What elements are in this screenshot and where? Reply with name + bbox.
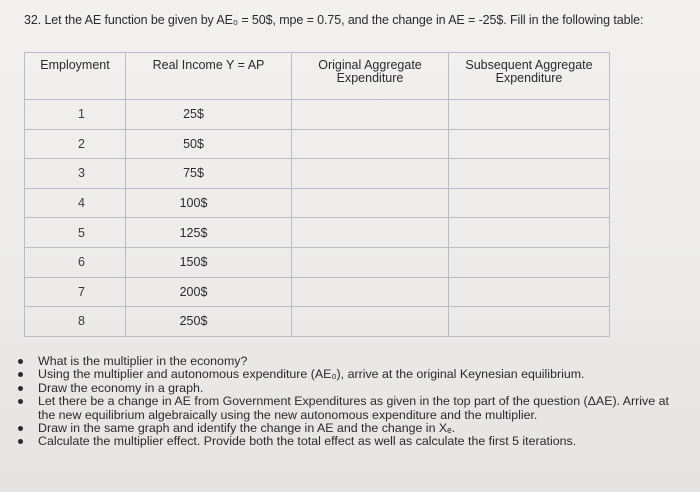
employment-cell-value: 3 xyxy=(78,166,85,181)
task-text: What is the multiplier in the economy? xyxy=(38,354,248,368)
subsequent-ae-cell xyxy=(449,307,610,337)
table-row xyxy=(25,247,610,277)
task-text: Draw the economy in a graph. xyxy=(38,380,204,395)
subsequent-ae-cell xyxy=(449,159,610,189)
real-income-cell xyxy=(126,247,292,277)
bullet-icon xyxy=(18,372,23,377)
subsequent-ae-cell xyxy=(449,277,610,307)
table-header-row xyxy=(25,53,610,100)
table-row xyxy=(25,100,610,130)
question-text: 32. Let the AE function be given by AE₀ = 50$, mpe = 0.75, and the change in AE = -25$. Fill in the following table: xyxy=(24,13,644,27)
original-ae-cell xyxy=(292,307,449,337)
subsequent-ae-cell xyxy=(449,247,610,277)
employment-cell-value: 6 xyxy=(78,255,85,270)
real-income-cell xyxy=(126,129,292,159)
task-item xyxy=(18,395,696,408)
subsequent-ae-cell xyxy=(449,218,610,248)
original-ae-cell xyxy=(292,277,449,307)
employment-cell xyxy=(25,277,126,307)
employment-cell xyxy=(25,188,126,218)
original-ae-cell xyxy=(292,100,449,130)
original-ae-cell xyxy=(292,218,449,248)
real-income-cell xyxy=(126,100,292,130)
original-ae-cell xyxy=(292,247,449,277)
table-row xyxy=(25,218,610,248)
real-income-cell-value: 250$ xyxy=(179,314,208,329)
header-employment: Employment xyxy=(25,53,126,100)
task-text: Let there be a change in AE from Government Expenditures as given in the top part of the question (ΔAE). Arrive at xyxy=(38,394,669,409)
table-row xyxy=(25,277,610,307)
employment-cell xyxy=(25,218,126,248)
employment-cell-value: 4 xyxy=(78,196,85,211)
original-ae-cell xyxy=(292,188,449,218)
real-income-cell-value: 50$ xyxy=(183,136,204,151)
header-subsequent-ae: Subsequent Aggregate Expenditure xyxy=(449,53,610,100)
real-income-cell-value: 25$ xyxy=(183,107,204,122)
real-income-cell xyxy=(126,159,292,189)
employment-cell xyxy=(25,307,126,337)
original-ae-cell xyxy=(292,159,449,189)
employment-cell-value: 1 xyxy=(78,107,85,122)
table-row xyxy=(25,188,610,218)
task-item xyxy=(18,435,696,448)
employment-cell-value: 5 xyxy=(78,225,85,240)
original-ae-cell xyxy=(292,129,449,159)
bullet-icon xyxy=(18,386,23,391)
employment-cell-value: 8 xyxy=(78,314,85,329)
real-income-cell-value: 75$ xyxy=(183,166,204,181)
real-income-cell xyxy=(126,188,292,218)
ae-table xyxy=(24,52,610,337)
task-text: the new equilibrium algebraically using the new autonomous expenditure and the multiplier. xyxy=(38,407,538,422)
table-row xyxy=(25,129,610,159)
task-item xyxy=(18,382,696,395)
task-text: Draw in the same graph and identify the change in AE and the change in Xₑ. xyxy=(38,421,456,436)
employment-cell-value: 7 xyxy=(78,284,85,299)
real-income-cell-value: 100$ xyxy=(179,196,208,211)
bullet-icon xyxy=(18,399,23,404)
employment-cell xyxy=(25,247,126,277)
employment-cell xyxy=(25,100,126,130)
subsequent-ae-cell xyxy=(449,129,610,159)
task-item xyxy=(18,355,696,368)
task-item xyxy=(18,409,696,422)
employment-cell xyxy=(25,159,126,189)
table-row xyxy=(25,307,610,337)
real-income-cell-value: 150$ xyxy=(179,255,208,270)
task-list xyxy=(18,355,696,449)
subsequent-ae-cell xyxy=(449,188,610,218)
employment-cell-value: 2 xyxy=(78,136,85,151)
real-income-cell xyxy=(126,307,292,337)
task-text: Calculate the multiplier effect. Provide both the total effect as well as calculate the first 5 iterations. xyxy=(38,434,577,449)
header-real-income: Real Income Y = AP xyxy=(126,53,292,100)
real-income-cell-value: 125$ xyxy=(179,225,208,240)
real-income-cell-value: 200$ xyxy=(179,284,208,299)
task-text: Using the multiplier and autonomous expenditure (AE₀), arrive at the original Keynesian equilibrium. xyxy=(38,367,585,382)
real-income-cell xyxy=(126,218,292,248)
real-income-cell xyxy=(126,277,292,307)
header-original-ae: Original Aggregate Expenditure xyxy=(292,53,449,100)
bullet-icon xyxy=(18,359,23,364)
task-item xyxy=(18,368,696,381)
bullet-icon xyxy=(18,426,23,431)
table-row xyxy=(25,159,610,189)
bullet-icon xyxy=(18,439,23,444)
employment-cell xyxy=(25,129,126,159)
subsequent-ae-cell xyxy=(449,100,610,130)
table-body xyxy=(25,100,610,337)
task-item xyxy=(18,422,696,435)
